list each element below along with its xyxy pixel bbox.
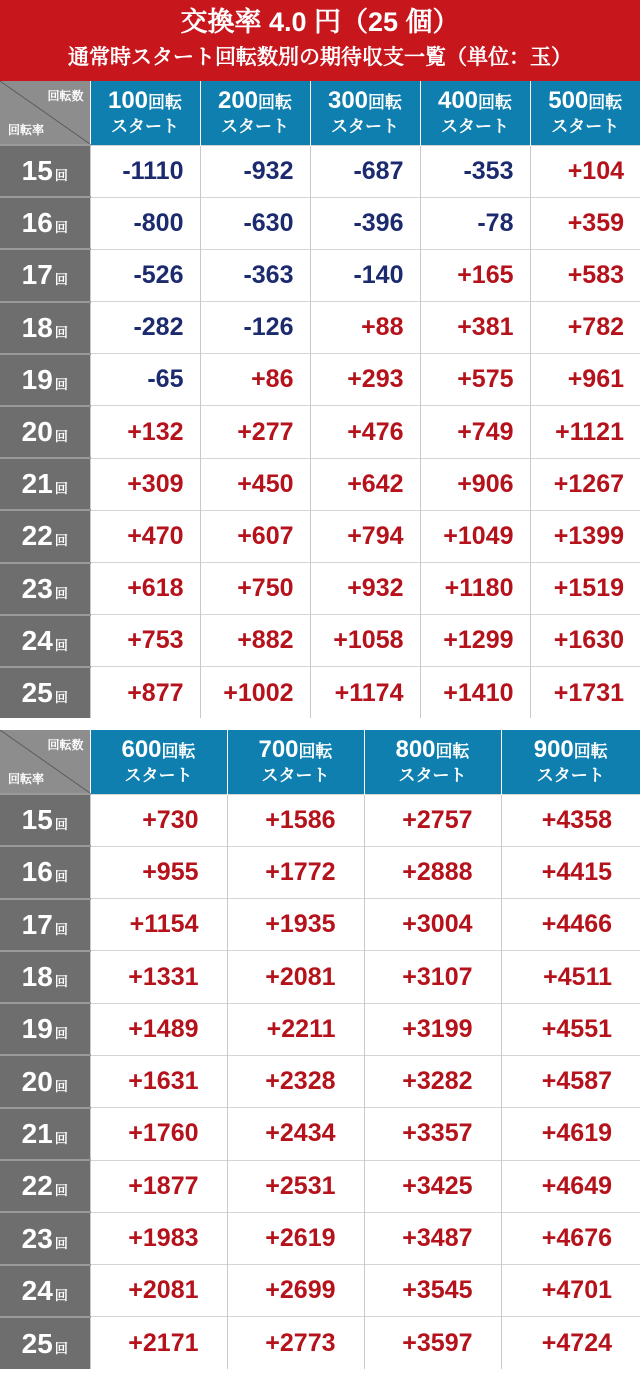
column-spins [311,88,420,116]
row-rate-value: 20 [21,1065,53,1097]
table-cell: +4466 [501,899,640,951]
column-spins-unit: 回転 [258,92,293,112]
row-rate-unit: 回 [54,272,68,288]
table-row [0,1265,640,1317]
row-header-23 [0,563,90,615]
table-row [0,1160,640,1212]
table-separator [0,718,640,730]
table-row [0,354,640,406]
row-rate-value: 23 [21,572,53,604]
table-cell: +293 [310,354,420,406]
row-rate-unit: 回 [54,376,68,392]
table-cell: +749 [420,406,530,458]
row-rate-unit: 回 [54,637,68,653]
corner-rate-label: 回転率 [8,772,45,786]
table-cell: +1267 [530,458,640,510]
table-cell: +3425 [364,1160,501,1212]
row-rate-unit: 回 [54,1183,68,1199]
row-rate-unit: 回 [54,533,68,549]
row-header-18 [0,951,90,1003]
row-header-16 [0,846,90,898]
row-rate-unit: 回 [54,869,68,885]
table-row [0,197,640,249]
column-spins [531,88,640,116]
column-spins [91,737,227,765]
column-spins-unit: 回転 [161,741,196,761]
page-subtitle: 通常時スタート回転数別の期待収支一覧（単位：玉） [68,46,572,69]
table-cell: +4701 [501,1265,640,1317]
corner-cell [0,81,90,145]
column-header-600 [90,730,227,794]
row-rate-value: 17 [21,259,53,291]
column-header-100 [90,81,200,145]
table-cell: +1058 [310,615,420,667]
column-spins-unit: 回転 [368,92,403,112]
table-cell: +794 [310,510,420,562]
corner-rate-label: 回転率 [8,123,45,137]
table-row [0,1317,640,1369]
corner-spins-label: 回転数 [47,738,84,752]
row-rate-unit: 回 [54,220,68,236]
table-cell: +1760 [90,1108,227,1160]
table-cell: +2081 [90,1265,227,1317]
table-cell: +3357 [364,1108,501,1160]
column-header-800 [364,730,501,794]
table-row [0,510,640,562]
table-cell: +4511 [501,951,640,1003]
row-header-19 [0,354,90,406]
table-row [0,1108,640,1160]
table-cell: +1299 [420,615,530,667]
table-cell: +2619 [227,1212,364,1264]
column-header-700 [227,730,364,794]
table-cell: +165 [420,249,530,301]
row-rate-value: 22 [21,520,53,552]
row-rate-value: 25 [21,677,53,709]
table-cell: +88 [310,302,420,354]
table-cell: +4358 [501,794,640,846]
page-title: 交換率 4.0 円（25 個） [180,7,460,37]
row-rate-unit: 回 [54,817,68,833]
table-row [0,951,640,1003]
table-cell: +1002 [200,667,310,719]
column-spins-value: 700 [258,735,299,763]
row-header-25 [0,1317,90,1369]
table-cell: +2773 [227,1317,364,1369]
table-cell: +1154 [90,899,227,951]
column-spins-unit: 回転 [478,92,513,112]
table-cell: +3597 [364,1317,501,1369]
table-row [0,249,640,301]
table-cell: -800 [90,197,200,249]
row-rate-unit: 回 [54,324,68,340]
row-header-23 [0,1212,90,1264]
table-row [0,1212,640,1264]
table-cell: +782 [530,302,640,354]
table-cell: +3282 [364,1055,501,1107]
table-cell: +277 [200,406,310,458]
row-header-20 [0,406,90,458]
table-cell: +583 [530,249,640,301]
table-cell: +4649 [501,1160,640,1212]
row-rate-unit: 回 [54,921,68,937]
column-spins-unit: 回転 [573,741,608,761]
row-rate-unit: 回 [54,690,68,706]
column-spins-unit: 回転 [588,92,623,112]
table-cell: +750 [200,563,310,615]
table-row [0,667,640,719]
table-cell: +877 [90,667,200,719]
row-rate-unit: 回 [54,1287,68,1303]
row-rate-value: 19 [21,1013,53,1045]
table-cell: +4551 [501,1003,640,1055]
table-cell: +1331 [90,951,227,1003]
column-start-label: スタート [551,116,620,136]
column-spins [365,737,501,765]
table-cell: +4415 [501,846,640,898]
table-cell: +4587 [501,1055,640,1107]
corner-spins-label: 回転数 [47,89,84,103]
table-cell: +3545 [364,1265,501,1317]
row-rate-unit: 回 [54,1026,68,1042]
row-header-22 [0,1160,90,1212]
row-rate-value: 21 [21,1117,53,1149]
row-rate-unit: 回 [54,429,68,445]
table-cell: +961 [530,354,640,406]
table-row [0,615,640,667]
table-cell: +2888 [364,846,501,898]
row-rate-value: 18 [21,311,53,343]
table-cell: +470 [90,510,200,562]
table-cell: +906 [420,458,530,510]
table-row [0,563,640,615]
table-cell: -353 [420,145,530,197]
row-rate-unit: 回 [54,168,68,184]
table-cell: +882 [200,615,310,667]
title-banner [0,0,640,81]
row-header-22 [0,510,90,562]
table-cell: +2328 [227,1055,364,1107]
column-spins [421,88,530,116]
table-cell: -126 [200,302,310,354]
column-header-900 [501,730,640,794]
table-row [0,899,640,951]
table-cell: +1877 [90,1160,227,1212]
row-rate-value: 15 [21,804,53,836]
table-cell: +3487 [364,1212,501,1264]
table-cell: -526 [90,249,200,301]
table-cell: -140 [310,249,420,301]
table-cell: +1049 [420,510,530,562]
table-cell: +86 [200,354,310,406]
table-cell: +104 [530,145,640,197]
row-rate-unit: 回 [54,1235,68,1251]
table-cell: +730 [90,794,227,846]
column-start-label: スタート [221,116,289,136]
row-header-24 [0,1265,90,1317]
row-rate-value: 17 [21,908,53,940]
table-cell: +2531 [227,1160,364,1212]
column-start-label: スタート [536,765,605,785]
table-cell: +2081 [227,951,364,1003]
table-cell: +309 [90,458,200,510]
table-cell: +618 [90,563,200,615]
row-rate-value: 19 [21,363,53,395]
table-cell: +4619 [501,1108,640,1160]
column-spins-value: 900 [533,735,574,763]
row-header-20 [0,1055,90,1107]
corner-cell [0,730,90,794]
column-spins-value: 300 [327,86,369,114]
row-rate-unit: 回 [54,1078,68,1094]
table-row [0,794,640,846]
row-rate-value: 18 [21,961,53,993]
row-header-17 [0,249,90,301]
column-spins-value: 100 [107,86,149,114]
row-rate-value: 25 [21,1327,53,1359]
table-cell: +955 [90,846,227,898]
column-header-400 [420,81,530,145]
table-cell: +575 [420,354,530,406]
table-cell: +2757 [364,794,501,846]
table-cell: +476 [310,406,420,458]
row-rate-value: 22 [21,1170,53,1202]
expected-value-table-1 [0,81,640,719]
table-row [0,1055,640,1107]
row-header-25 [0,667,90,719]
table-cell: -1110 [90,145,200,197]
table-cell: +2699 [227,1265,364,1317]
row-header-15 [0,145,90,197]
column-start-label: スタート [441,116,509,136]
table-cell: -65 [90,354,200,406]
table-cell: +3199 [364,1003,501,1055]
table-cell: -363 [200,249,310,301]
row-header-18 [0,302,90,354]
table-cell: +1121 [530,406,640,458]
row-rate-value: 24 [21,1274,53,1306]
column-start-label: スタート [261,765,330,785]
table-cell: +1174 [310,667,420,719]
row-rate-unit: 回 [54,1130,68,1146]
row-header-21 [0,1108,90,1160]
table-cell: -932 [200,145,310,197]
row-rate-value: 16 [21,207,53,239]
table-cell: +1935 [227,899,364,951]
column-header-200 [200,81,310,145]
table-cell: +2211 [227,1003,364,1055]
row-rate-value: 21 [21,468,53,500]
table-cell: +3004 [364,899,501,951]
row-rate-value: 24 [21,624,53,656]
row-header-16 [0,197,90,249]
table-cell: +1519 [530,563,640,615]
column-spins-value: 200 [217,86,259,114]
table-cell: +642 [310,458,420,510]
row-rate-unit: 回 [54,974,68,990]
table-cell: -78 [420,197,530,249]
column-spins-unit: 回転 [298,741,333,761]
table-cell: -282 [90,302,200,354]
row-rate-unit: 回 [54,1340,68,1356]
table-row [0,458,640,510]
row-header-19 [0,1003,90,1055]
table-cell: +359 [530,197,640,249]
column-start-label: スタート [398,765,467,785]
row-rate-unit: 回 [54,481,68,497]
column-header-300 [310,81,420,145]
row-rate-value: 23 [21,1222,53,1254]
table-cell: +1631 [90,1055,227,1107]
column-spins-unit: 回転 [435,741,470,761]
row-rate-unit: 回 [54,585,68,601]
table-cell: +1772 [227,846,364,898]
table-cell: +932 [310,563,420,615]
row-header-15 [0,794,90,846]
table-cell: +3107 [364,951,501,1003]
column-start-label: スタート [111,116,179,136]
row-header-21 [0,458,90,510]
row-header-24 [0,615,90,667]
table-cell: -396 [310,197,420,249]
table-cell: +1410 [420,667,530,719]
column-spins-value: 400 [437,86,479,114]
table-cell: +1489 [90,1003,227,1055]
column-header-500 [530,81,640,145]
table-cell: +2434 [227,1108,364,1160]
expected-value-table-2 [0,730,640,1369]
table-cell: +753 [90,615,200,667]
column-spins-value: 800 [395,735,436,763]
table-cell: +1586 [227,794,364,846]
table-header-row [0,730,640,794]
table-cell: +1983 [90,1212,227,1264]
table-row [0,302,640,354]
column-spins [201,88,310,116]
row-rate-value: 16 [21,856,53,888]
table-row [0,406,640,458]
column-spins-value: 500 [548,86,589,114]
column-spins [228,737,364,765]
table-cell: -630 [200,197,310,249]
column-start-label: スタート [331,116,399,136]
row-header-17 [0,899,90,951]
table-cell: -687 [310,145,420,197]
row-rate-value: 15 [21,155,53,187]
column-spins [502,737,640,765]
table-row [0,1003,640,1055]
table-cell: +450 [200,458,310,510]
table-row [0,145,640,197]
table-cell: +4676 [501,1212,640,1264]
column-spins-unit: 回転 [148,92,183,112]
table-cell: +1630 [530,615,640,667]
table-cell: +1180 [420,563,530,615]
table-cell: +1731 [530,667,640,719]
row-rate-value: 20 [21,416,53,448]
column-spins-value: 600 [121,735,162,763]
table-cell: +1399 [530,510,640,562]
table-cell: +381 [420,302,530,354]
table-cell: +132 [90,406,200,458]
table-header-row [0,81,640,145]
table-cell: +2171 [90,1317,227,1369]
table-row [0,846,640,898]
column-spins [91,88,200,116]
table-cell: +4724 [501,1317,640,1369]
table-cell: +607 [200,510,310,562]
column-start-label: スタート [124,765,193,785]
